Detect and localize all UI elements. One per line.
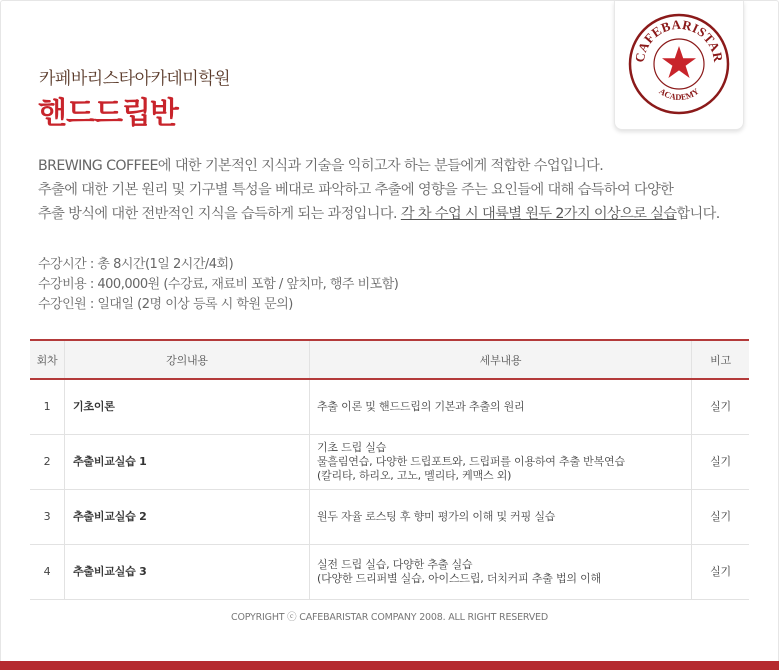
detail-line: 실전 드립 실습, 다양한 추출 실습	[317, 558, 473, 571]
intro-line-2: 추출에 대한 기본 원리 및 기구별 특성을 베대로 파악하고 추출에 영향을 주는 요인들에 대해 습득하여 다양한	[38, 182, 674, 198]
row-title: 추출비교실습 1	[65, 435, 310, 490]
header-detail: 세부내용	[310, 340, 692, 379]
logo-bottom-text: ACADEMY	[657, 85, 701, 103]
row-title: 추출비교실습 3	[65, 545, 310, 600]
row-detail	[310, 435, 692, 490]
copyright-text: COPYRIGHT ⓒ CAFEBARISTAR COMPANY 2008. ALL RIGHT RESERVED	[231, 612, 548, 623]
course-title: 핸드드립반	[38, 96, 178, 131]
table-row	[30, 435, 749, 490]
intro-line-3	[38, 202, 758, 226]
row-detail	[310, 490, 692, 545]
detail-line: (칼리타, 하리오, 고노, 멜리타, 케맥스 외)	[317, 469, 512, 482]
detail-line: 원두 자율 로스팅 후 향미 평가의 이해 및 커핑 실습	[317, 510, 556, 523]
curriculum-table	[30, 339, 749, 600]
row-detail	[310, 379, 692, 435]
row-detail	[310, 545, 692, 600]
row-note: 실기	[692, 379, 750, 435]
intro-line-3-prefix: 추출 방식에 대한 전반적인 지식을 습득하게 되는 과정입니다.	[38, 206, 401, 222]
star-icon	[662, 46, 696, 78]
header-session: 회차	[30, 340, 65, 379]
intro-highlight: 각 차 수업 시 대륙별 원두 2가지 이상으로 실습	[400, 206, 677, 222]
academy-name: 카페바리스타아카데미학원	[39, 69, 231, 89]
svg-text:ACADEMY	[657, 86, 700, 102]
header-note: 비고	[692, 340, 750, 379]
detail-line: (다양한 드리퍼별 실습, 아이스드립, 더치커피 추출 법의 이해	[317, 572, 601, 585]
detail-line: 추출 이론 및 핸드드립의 기본과 추출의 원리	[317, 400, 525, 413]
row-no: 4	[30, 545, 65, 600]
table-row	[30, 545, 749, 600]
detail-line: 기초 드립 실습	[317, 441, 387, 454]
detail-line: 물흘림연습, 다양한 드립포트와, 드립퍼를 이용하여 추출 반복연습	[317, 455, 625, 468]
intro-line-1: BREWING COFFEE에 대한 기본적인 지식과 기술을 익히고자 하는 분들에게 적합한 수업입니다.	[38, 158, 604, 174]
cafebaristar-logo	[624, 9, 734, 119]
intro-text	[38, 154, 758, 226]
row-no: 1	[30, 379, 65, 435]
row-note: 실기	[692, 545, 750, 600]
course-info	[38, 255, 398, 315]
intro-line-3-suffix: 합니다.	[676, 206, 720, 222]
table-row	[30, 379, 749, 435]
header-lecture: 강의내용	[65, 340, 310, 379]
row-title: 기초이론	[65, 379, 310, 435]
table-header-row	[30, 340, 749, 379]
row-note: 실기	[692, 490, 750, 545]
info-capacity: 수강인원 : 일대일 (2명 이상 등록 시 학원 문의)	[38, 297, 293, 312]
bottom-bar	[0, 661, 779, 670]
row-note: 실기	[692, 435, 750, 490]
row-title: 추출비교실습 2	[65, 490, 310, 545]
row-no: 2	[30, 435, 65, 490]
row-no: 3	[30, 490, 65, 545]
table-row	[30, 490, 749, 545]
info-duration: 수강시간 : 총 8시간(1일 2시간/4회)	[38, 257, 234, 272]
logo-ring-text: CAFEBARISTAR	[631, 16, 727, 64]
info-fee: 수강비용 : 400,000원 (수강료, 재료비 포함 / 앞치마, 행주 비포함)	[38, 277, 399, 292]
logo-card	[614, 1, 744, 130]
